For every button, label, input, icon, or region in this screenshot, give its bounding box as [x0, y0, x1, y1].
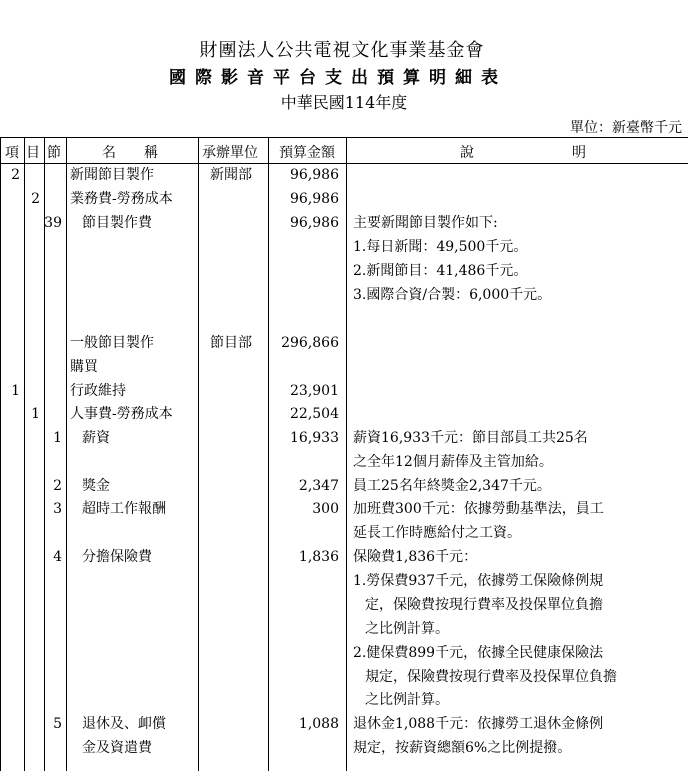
col-rule [0, 137, 1, 771]
item-number: 2 [11, 167, 20, 183]
row-desc-line: 2.新聞節目：41,486千元。 [353, 263, 528, 279]
row-amount: 23,901 [290, 383, 339, 399]
row-dept: 節目部 [210, 335, 252, 351]
col-header-dept: 承辦單位 [202, 145, 258, 161]
row-dept: 新聞部 [210, 167, 252, 183]
col-rule [44, 137, 45, 771]
row-name: 一般節目製作 [70, 335, 154, 351]
row-amount: 1,836 [298, 549, 339, 565]
row-amount: 1,088 [298, 716, 339, 732]
col-header-amount: 預算金額 [279, 145, 335, 161]
row-amount: 96,986 [290, 191, 339, 207]
row-desc-line: 退休金1,088千元：依據勞工退休金條例 [353, 716, 604, 732]
row-amount: 16,933 [290, 430, 339, 446]
currency-unit: 單位：新臺幣千元 [570, 120, 682, 136]
col-header-item: 項 [5, 145, 19, 161]
row-desc-line: 之比例計算。 [365, 692, 449, 708]
table-top-rule [0, 137, 688, 138]
row-desc-line: 之全年12個月薪俸及主管加給。 [353, 454, 553, 470]
row-name: 金及資遣費 [82, 740, 152, 756]
col-header-name: 名 稱 [102, 145, 158, 161]
row-desc-line: 2.健保費899千元，依據全民健康保險法 [353, 645, 604, 661]
row-name: 新聞節目製作 [70, 167, 154, 183]
col-rule [346, 137, 347, 771]
row-name: 超時工作報酬 [82, 501, 166, 517]
report-title: 國際影音平台支出預算明細表 [169, 68, 507, 88]
fiscal-year: 中華民國114年度 [280, 93, 408, 112]
row-name: 業務費-勞務成本 [70, 191, 173, 207]
row-name: 獎金 [82, 478, 110, 494]
row-desc-line: 1.勞保費937千元，依據勞工保險條例規 [353, 573, 604, 589]
sub-number: 2 [31, 191, 40, 207]
row-desc-line: 之比例計算。 [365, 621, 449, 637]
row-name: 行政維持 [70, 383, 126, 399]
section-number: 2 [53, 478, 62, 494]
row-desc-line: 加班費300千元：依據勞動基準法，員工 [353, 501, 604, 517]
row-desc-line: 1.每日新聞：49,500千元。 [353, 239, 528, 255]
col-rule [198, 137, 199, 771]
col-rule [268, 137, 269, 771]
sub-number: 1 [31, 406, 40, 422]
row-name: 節目製作費 [82, 215, 152, 231]
row-name: 購買 [70, 359, 98, 375]
section-number: 4 [53, 549, 62, 565]
row-desc-line: 主要新聞節目製作如下: [353, 215, 498, 231]
row-desc-line: 保險費1,836千元： [353, 549, 478, 565]
row-desc-line: 3.國際合資/合製：6,000千元。 [353, 287, 552, 303]
section-number: 39 [44, 215, 62, 231]
table-header-rule [0, 163, 688, 164]
row-amount: 2,347 [298, 478, 339, 494]
section-number: 1 [53, 430, 62, 446]
row-amount: 22,504 [290, 406, 339, 422]
row-desc-line: 定，保險費按現行費率及投保單位負擔 [365, 597, 603, 613]
row-desc-line: 員工25名年終獎金2,347千元。 [353, 478, 551, 494]
row-name: 薪資 [82, 430, 110, 446]
row-amount: 296,866 [281, 335, 339, 351]
col-rule [66, 137, 67, 771]
org-title: 財團法人公共電視文化事業基金會 [199, 40, 485, 61]
row-name: 退休及、卹償 [82, 716, 166, 732]
row-name: 人事費-勞務成本 [70, 406, 173, 422]
row-amount: 300 [312, 501, 339, 517]
row-amount: 96,986 [290, 215, 339, 231]
row-desc-line: 薪資16,933千元：節目部員工共25名 [353, 430, 588, 446]
row-desc-line: 規定，按薪資總額6%之比例提撥。 [353, 740, 572, 756]
row-amount: 96,986 [290, 167, 339, 183]
item-number: 1 [11, 383, 20, 399]
section-number: 3 [53, 501, 62, 517]
col-header-sub: 目 [26, 145, 40, 161]
row-name: 分擔保險費 [82, 549, 152, 565]
row-desc-line: 規定，保險費按現行費率及投保單位負擔 [365, 669, 617, 685]
row-desc-line: 延長工作時應給付之工資。 [353, 525, 521, 541]
col-header-desc: 說 明 [460, 145, 586, 161]
col-rule [24, 137, 25, 771]
col-header-section: 節 [47, 145, 61, 161]
section-number: 5 [53, 716, 62, 732]
